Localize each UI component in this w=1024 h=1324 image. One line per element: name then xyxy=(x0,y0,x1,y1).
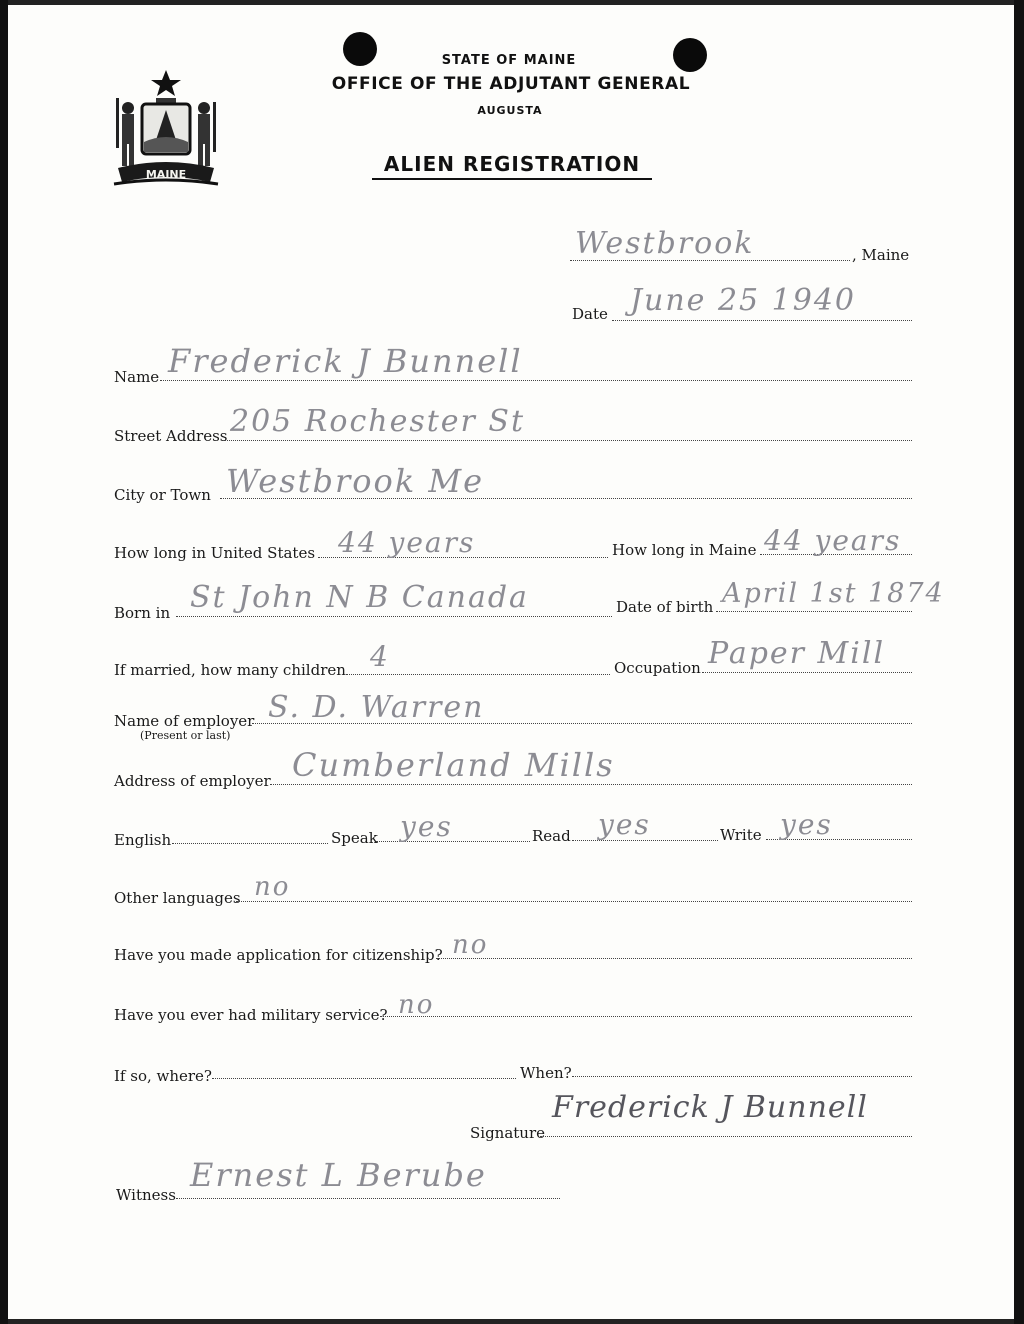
how-long-us-label: How long in United States xyxy=(114,544,316,562)
how-long-maine-label: How long in Maine xyxy=(612,541,757,559)
city-or-town-value: Westbrook Me xyxy=(226,462,485,500)
seal-text: MAINE xyxy=(145,168,187,181)
other-languages-value: no xyxy=(254,872,291,902)
name-label: Name xyxy=(114,368,160,386)
military-label: Have you ever had military service? xyxy=(114,1006,388,1024)
how-long-maine-value: 44 years xyxy=(764,524,902,557)
street-address-line xyxy=(224,440,912,441)
employer-name-label: Name of employer xyxy=(114,712,255,730)
employer-address-line xyxy=(270,784,912,785)
date-of-birth-label: Date of birth xyxy=(616,598,714,616)
write-label: Write xyxy=(720,826,762,844)
when-label: When? xyxy=(520,1064,572,1082)
military-value: no xyxy=(398,990,435,1020)
header-office: OFFICE OF THE ADJUTANT GENERAL xyxy=(331,74,691,94)
employer-name-value: S. D. Warren xyxy=(268,690,485,725)
street-address-value: 205 Rochester St xyxy=(230,404,526,439)
english-line xyxy=(172,843,328,844)
street-address-label: Street Address xyxy=(114,427,228,445)
witness-label: Witness xyxy=(116,1186,176,1204)
born-in-label: Born in xyxy=(114,604,171,622)
speak-label: Speak xyxy=(331,829,378,847)
header-city: AUGUSTA xyxy=(477,104,543,117)
born-in-line xyxy=(176,616,612,617)
name-line xyxy=(160,380,912,381)
write-value: yes xyxy=(780,808,833,841)
citizenship-value: no xyxy=(452,930,489,960)
children-line xyxy=(346,674,610,675)
scan-border-right xyxy=(1014,0,1024,1324)
if-so-where-label: If so, where? xyxy=(114,1067,212,1085)
other-languages-label: Other languages xyxy=(114,889,241,907)
form-title: ALIEN REGISTRATION xyxy=(383,152,641,176)
town-value: Westbrook xyxy=(575,226,755,261)
witness-line xyxy=(176,1198,560,1199)
read-value: yes xyxy=(598,808,651,841)
occupation-label: Occupation xyxy=(614,659,701,677)
scan-border-left xyxy=(0,0,8,1324)
employer-address-label: Address of employer xyxy=(114,772,271,790)
name-value: Frederick J Bunnell xyxy=(168,342,523,380)
citizenship-line xyxy=(436,958,912,959)
town-suffix: , Maine xyxy=(852,246,910,264)
date-label: Date xyxy=(572,305,608,323)
children-value: 4 xyxy=(370,640,390,673)
born-in-value: St John N B Canada xyxy=(190,580,529,615)
date-line xyxy=(612,320,912,321)
occupation-value: Paper Mill xyxy=(708,636,886,671)
military-line xyxy=(380,1016,912,1017)
scan-border-top xyxy=(0,0,1024,5)
employer-name-sublabel: (Present or last) xyxy=(140,729,231,742)
date-of-birth-value: April 1st 1874 xyxy=(722,578,945,609)
title-underline xyxy=(372,178,652,180)
read-label: Read xyxy=(532,827,571,845)
if-so-where-line xyxy=(212,1078,516,1079)
when-line xyxy=(572,1076,912,1077)
city-or-town-label: City or Town xyxy=(114,486,211,504)
citizenship-label: Have you made application for citizenship? xyxy=(114,946,443,964)
employer-address-value: Cumberland Mills xyxy=(292,746,615,784)
date-of-birth-line xyxy=(716,611,912,612)
children-label: If married, how many children xyxy=(114,661,346,679)
english-label: English xyxy=(114,831,172,849)
scan-border-bottom xyxy=(0,1319,1024,1324)
occupation-line xyxy=(702,672,912,673)
signature-label: Signature xyxy=(470,1124,546,1142)
speak-value: yes xyxy=(400,810,453,843)
signature-value: Frederick J Bunnell xyxy=(552,1090,868,1125)
date-value: June 25 1940 xyxy=(630,283,857,318)
signature-line xyxy=(540,1136,912,1137)
header-state: STATE OF MAINE xyxy=(441,53,577,68)
other-languages-line xyxy=(236,901,912,902)
how-long-us-value: 44 years xyxy=(338,526,476,559)
witness-value: Ernest L Berube xyxy=(190,1156,487,1194)
